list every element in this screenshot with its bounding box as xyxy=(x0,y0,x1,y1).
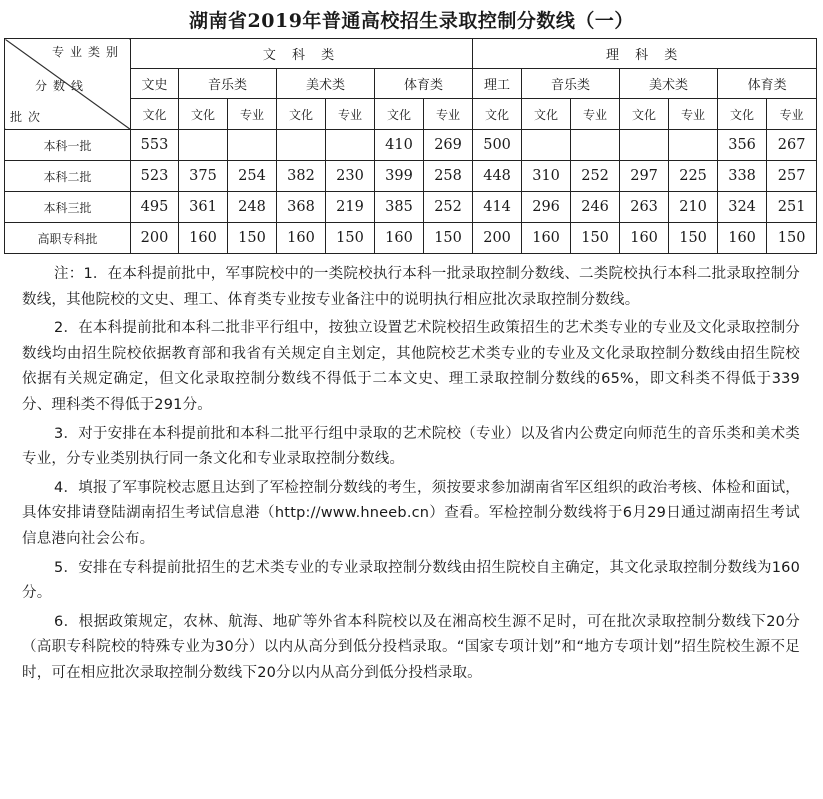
subcolumn-header: 文化 xyxy=(473,99,522,130)
subcolumn-header: 文化 xyxy=(179,99,228,130)
note-paragraph: 6．根据政策规定，农林、航海、地矿等外省本科院校以及在湘高校生源不足时，可在批次录取控制分数线下20分（高职专科院校的特殊专业为30分）以内从高分到低分投档录取。“国家专项计划”和“地方专项计划”招生院校生源不足时，可在相应批次录取控制分数线下20分以内从高分到低分投档录取。 xyxy=(22,613,800,681)
subgroup-header: 体育类 xyxy=(375,69,473,99)
subgroup-header: 音乐类 xyxy=(179,69,277,99)
score-cell: 338 xyxy=(718,161,767,192)
score-cell: 246 xyxy=(571,192,620,223)
row-label: 本科二批 xyxy=(5,161,131,192)
score-cell: 495 xyxy=(131,192,179,223)
score-cell: 252 xyxy=(571,161,620,192)
score-cell xyxy=(326,130,375,161)
subcolumn-header: 专业 xyxy=(767,99,817,130)
subcolumn-header: 文化 xyxy=(718,99,767,130)
subcolumn-header: 文化 xyxy=(522,99,571,130)
score-cell: 410 xyxy=(375,130,424,161)
score-cell: 150 xyxy=(767,223,817,254)
subcolumn-header: 文化 xyxy=(620,99,669,130)
score-cell: 553 xyxy=(131,130,179,161)
score-cell xyxy=(522,130,571,161)
score-cell: 368 xyxy=(277,192,326,223)
page-title: 湖南省2019年普通高校招生录取控制分数线（一） xyxy=(189,10,634,32)
notes-section xyxy=(22,262,800,690)
note-paragraph: 4．填报了军事院校志愿且达到了军检控制分数线的考生，须按要求参加湖南省军区组织的政治考核、体检和面试，具体安排请登陆湖南招生考试信息港（http://www.hneeb.cn）查看。军检控制分数线将于6月29日通过湖南招生考试信息港向社会公布。 xyxy=(22,479,800,547)
score-cell: 269 xyxy=(424,130,473,161)
score-cell: 210 xyxy=(669,192,718,223)
score-cell: 150 xyxy=(669,223,718,254)
note-paragraph: 3．对于安排在本科提前批和本科二批平行组中录取的艺术院校（专业）以及省内公费定向师范生的音乐类和美术类专业，分专业类别执行同一条文化和专业录取控制分数线。 xyxy=(22,425,800,468)
score-cell: 251 xyxy=(767,192,817,223)
score-cell: 160 xyxy=(718,223,767,254)
score-cell: 523 xyxy=(131,161,179,192)
score-cell: 385 xyxy=(375,192,424,223)
row-label: 本科三批 xyxy=(5,192,131,223)
score-cell: 448 xyxy=(473,161,522,192)
score-table xyxy=(4,38,817,254)
group-header-liberal-arts: 文 科 类 xyxy=(131,39,473,69)
score-cell: 150 xyxy=(424,223,473,254)
score-cell xyxy=(228,130,277,161)
score-cell: 160 xyxy=(179,223,228,254)
score-cell: 296 xyxy=(522,192,571,223)
score-cell: 310 xyxy=(522,161,571,192)
score-cell: 150 xyxy=(326,223,375,254)
score-cell: 500 xyxy=(473,130,522,161)
note-paragraph: 5．安排在专科提前批招生的艺术类专业的专业录取控制分数线由招生院校自主确定，其文化录取控制分数线为160分。 xyxy=(22,559,800,602)
subgroup-header: 理工 xyxy=(473,69,522,99)
subcolumn-header: 专业 xyxy=(228,99,277,130)
score-cell: 258 xyxy=(424,161,473,192)
subgroup-header: 音乐类 xyxy=(522,69,620,99)
score-cell: 324 xyxy=(718,192,767,223)
group-header-science: 理 科 类 xyxy=(473,39,817,69)
corner-label-batch: 批次 xyxy=(10,110,47,124)
score-cell xyxy=(277,130,326,161)
subcolumn-header: 专业 xyxy=(669,99,718,130)
score-cell xyxy=(620,130,669,161)
score-cell: 399 xyxy=(375,161,424,192)
score-cell: 254 xyxy=(228,161,277,192)
subcolumn-header: 专业 xyxy=(571,99,620,130)
score-cell xyxy=(571,130,620,161)
score-cell: 257 xyxy=(767,161,817,192)
subgroup-header: 美术类 xyxy=(277,69,375,99)
subcolumn-header: 专业 xyxy=(326,99,375,130)
table-row xyxy=(5,192,817,223)
subgroup-header: 美术类 xyxy=(620,69,718,99)
score-cell: 150 xyxy=(228,223,277,254)
corner-label-score: 分数线 xyxy=(35,79,90,93)
score-cell: 160 xyxy=(375,223,424,254)
score-cell: 356 xyxy=(718,130,767,161)
score-cell: 200 xyxy=(131,223,179,254)
note-paragraph: 注：1．在本科提前批中，军事院校中的一类院校执行本科一批录取控制分数线、二类院校执行本科二批录取控制分数线，其他院校的文史、理工、体育类专业按专业备注中的说明执行相应批次录取控制分数线。 xyxy=(22,266,800,308)
subgroup-header: 文史 xyxy=(131,69,179,99)
score-cell: 297 xyxy=(620,161,669,192)
score-cell: 160 xyxy=(620,223,669,254)
score-cell: 414 xyxy=(473,192,522,223)
score-cell: 263 xyxy=(620,192,669,223)
table-row xyxy=(5,161,817,192)
subcolumn-header: 文化 xyxy=(131,99,179,130)
score-cell: 160 xyxy=(277,223,326,254)
score-cell: 160 xyxy=(522,223,571,254)
score-cell xyxy=(669,130,718,161)
score-cell: 230 xyxy=(326,161,375,192)
score-cell: 252 xyxy=(424,192,473,223)
score-cell: 225 xyxy=(669,161,718,192)
row-label: 高职专科批 xyxy=(5,223,131,254)
note-paragraph: 2．在本科提前批和本科二批非平行组中，按独立设置艺术院校招生政策招生的艺术类专业的专业及文化录取控制分数线均由招生院校依据教育部和我省有关规定自主划定，其他院校艺术类专业的专业及文化录取控制分数线由招生院校依据有关规定确定，但文化录取控制分数线不得低于二本文史、理工录取控制分数线的65%，即文科类不得低于339分、理科类不得低于291分。 xyxy=(22,320,800,413)
score-cell: 267 xyxy=(767,130,817,161)
corner-label-category: 专业类别 xyxy=(51,45,124,59)
subcolumn-header: 文化 xyxy=(277,99,326,130)
table-row xyxy=(5,223,817,254)
row-label: 本科一批 xyxy=(5,130,131,161)
table-group-header-row xyxy=(5,39,817,69)
score-cell xyxy=(179,130,228,161)
score-cell: 382 xyxy=(277,161,326,192)
table-row xyxy=(5,130,817,161)
subgroup-header: 体育类 xyxy=(718,69,817,99)
subcolumn-header: 专业 xyxy=(424,99,473,130)
score-cell: 375 xyxy=(179,161,228,192)
subcolumn-header: 文化 xyxy=(375,99,424,130)
score-cell: 200 xyxy=(473,223,522,254)
score-cell: 361 xyxy=(179,192,228,223)
score-cell: 248 xyxy=(228,192,277,223)
score-cell: 219 xyxy=(326,192,375,223)
table-corner-cell xyxy=(5,39,131,130)
score-cell: 150 xyxy=(571,223,620,254)
